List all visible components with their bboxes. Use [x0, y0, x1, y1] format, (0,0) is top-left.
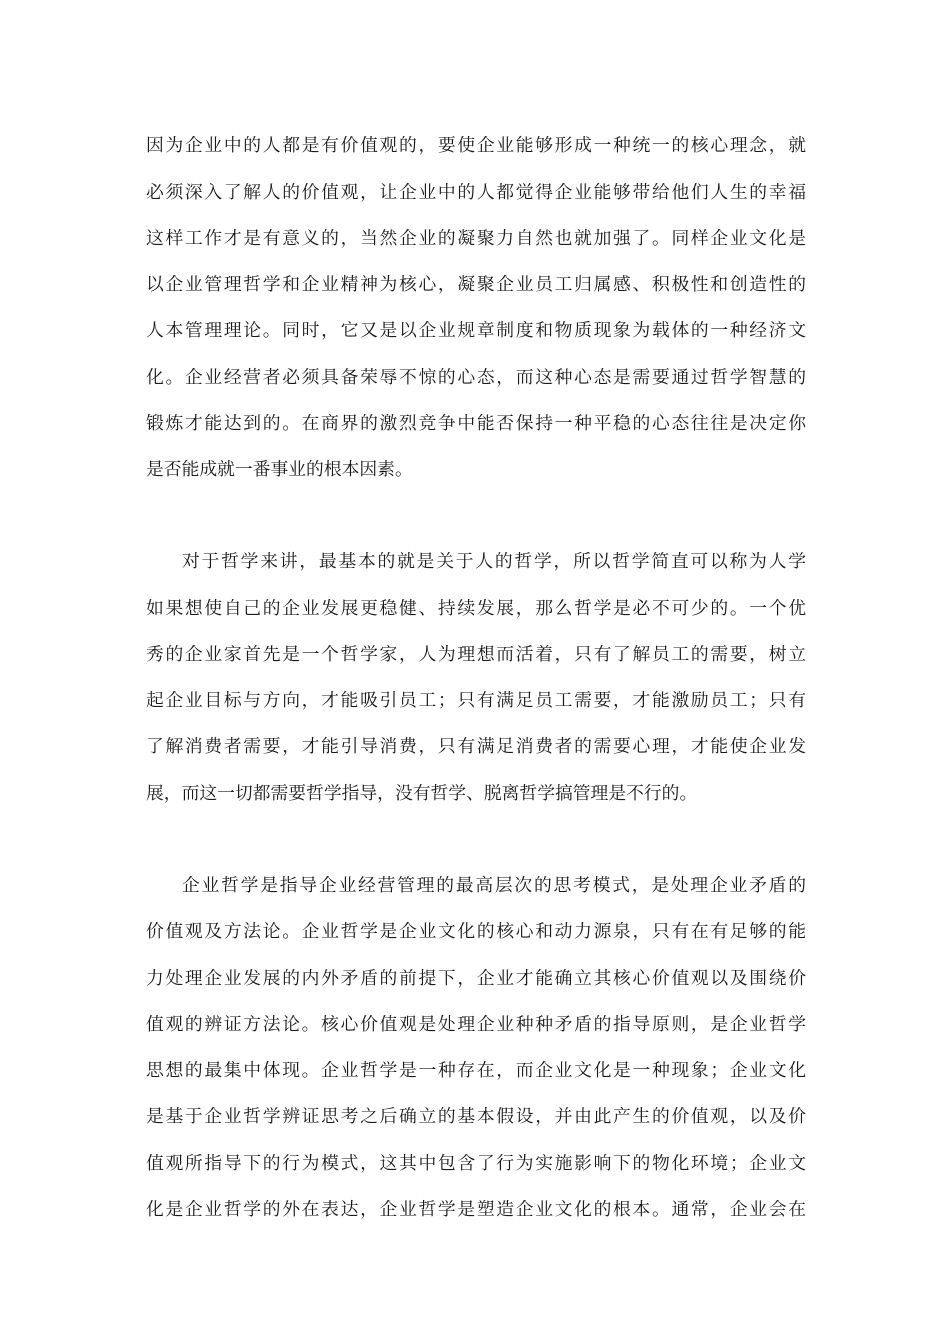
paragraph-line: 必须深入了解人的价值观，让企业中的人都觉得企业能够带给他们人生的幸福: [146, 182, 806, 203]
paragraph-line: 价值观及方法论。企业哲学是企业文化的核心和动力源泉，只有在有足够的能: [146, 921, 806, 942]
paragraph-line: 是否能成就一番事业的根本因素。: [146, 459, 413, 480]
paragraph-line: 以企业管理哲学和企业精神为核心，凝聚企业员工归属感、积极性和创造性的: [146, 274, 806, 295]
paragraph-line: 展，而这一切都需要哲学指导，没有哲学、脱离哲学搞管理是不行的。: [146, 783, 698, 804]
paragraph-line: 秀的企业家首先是一个哲学家，人为理想而活着，只有了解员工的需要，树立: [146, 644, 806, 665]
paragraph-line: 这样工作才是有意义的，当然企业的凝聚力自然也就加强了。同样企业文化是: [146, 228, 806, 249]
paragraph-line: 力处理企业发展的内外矛盾的前提下，企业才能确立其核心价值观以及围绕价: [146, 968, 806, 989]
paragraph-line: 起企业目标与方向，才能吸引员工；只有满足员工需要，才能激励员工；只有: [146, 690, 806, 711]
paragraph-line: 如果想使自己的企业发展更稳健、持续发展，那么哲学是必不可少的。一个优: [146, 598, 806, 619]
paragraph-line: 值观的辨证方法论。核心价值观是处理企业种种矛盾的指导原则，是企业哲学: [146, 1014, 806, 1035]
paragraph-line: 了解消费者需要，才能引导消费，只有满足消费者的需要心理，才能使企业发: [146, 736, 806, 757]
paragraph-line: 人本管理理论。同时，它又是以企业规章制度和物质现象为载体的一种经济文: [146, 320, 806, 341]
paragraph-line: 对于哲学来讲，最基本的就是关于人的哲学，所以哲学简直可以称为人学: [182, 551, 806, 572]
paragraph-line: 是基于企业哲学辨证思考之后确立的基本假设，并由此产生的价值观，以及价: [146, 1106, 806, 1127]
paragraph-line: 思想的最集中体现。企业哲学是一种存在，而企业文化是一种现象；企业文化: [146, 1060, 806, 1081]
paragraph-line: 因为企业中的人都是有价值观的，要使企业能够形成一种统一的核心理念，就: [146, 135, 806, 156]
paragraph-line: 锻炼才能达到的。在商界的激烈竞争中能否保持一种平稳的心态往往是决定你: [146, 413, 806, 434]
paragraph-line: 值观所指导下的行为模式，这其中包含了行为实施影响下的物化环境；企业文: [146, 1153, 806, 1174]
paragraph-line: 化。企业经营者必须具备荣辱不惊的心态，而这种心态是需要通过哲学智慧的: [146, 367, 806, 388]
paragraph-line: 化是企业哲学的外在表达，企业哲学是塑造企业文化的根本。通常，企业会在: [146, 1199, 806, 1220]
paragraph-line: 企业哲学是指导企业经营管理的最高层次的思考模式，是处理企业矛盾的: [182, 875, 806, 896]
